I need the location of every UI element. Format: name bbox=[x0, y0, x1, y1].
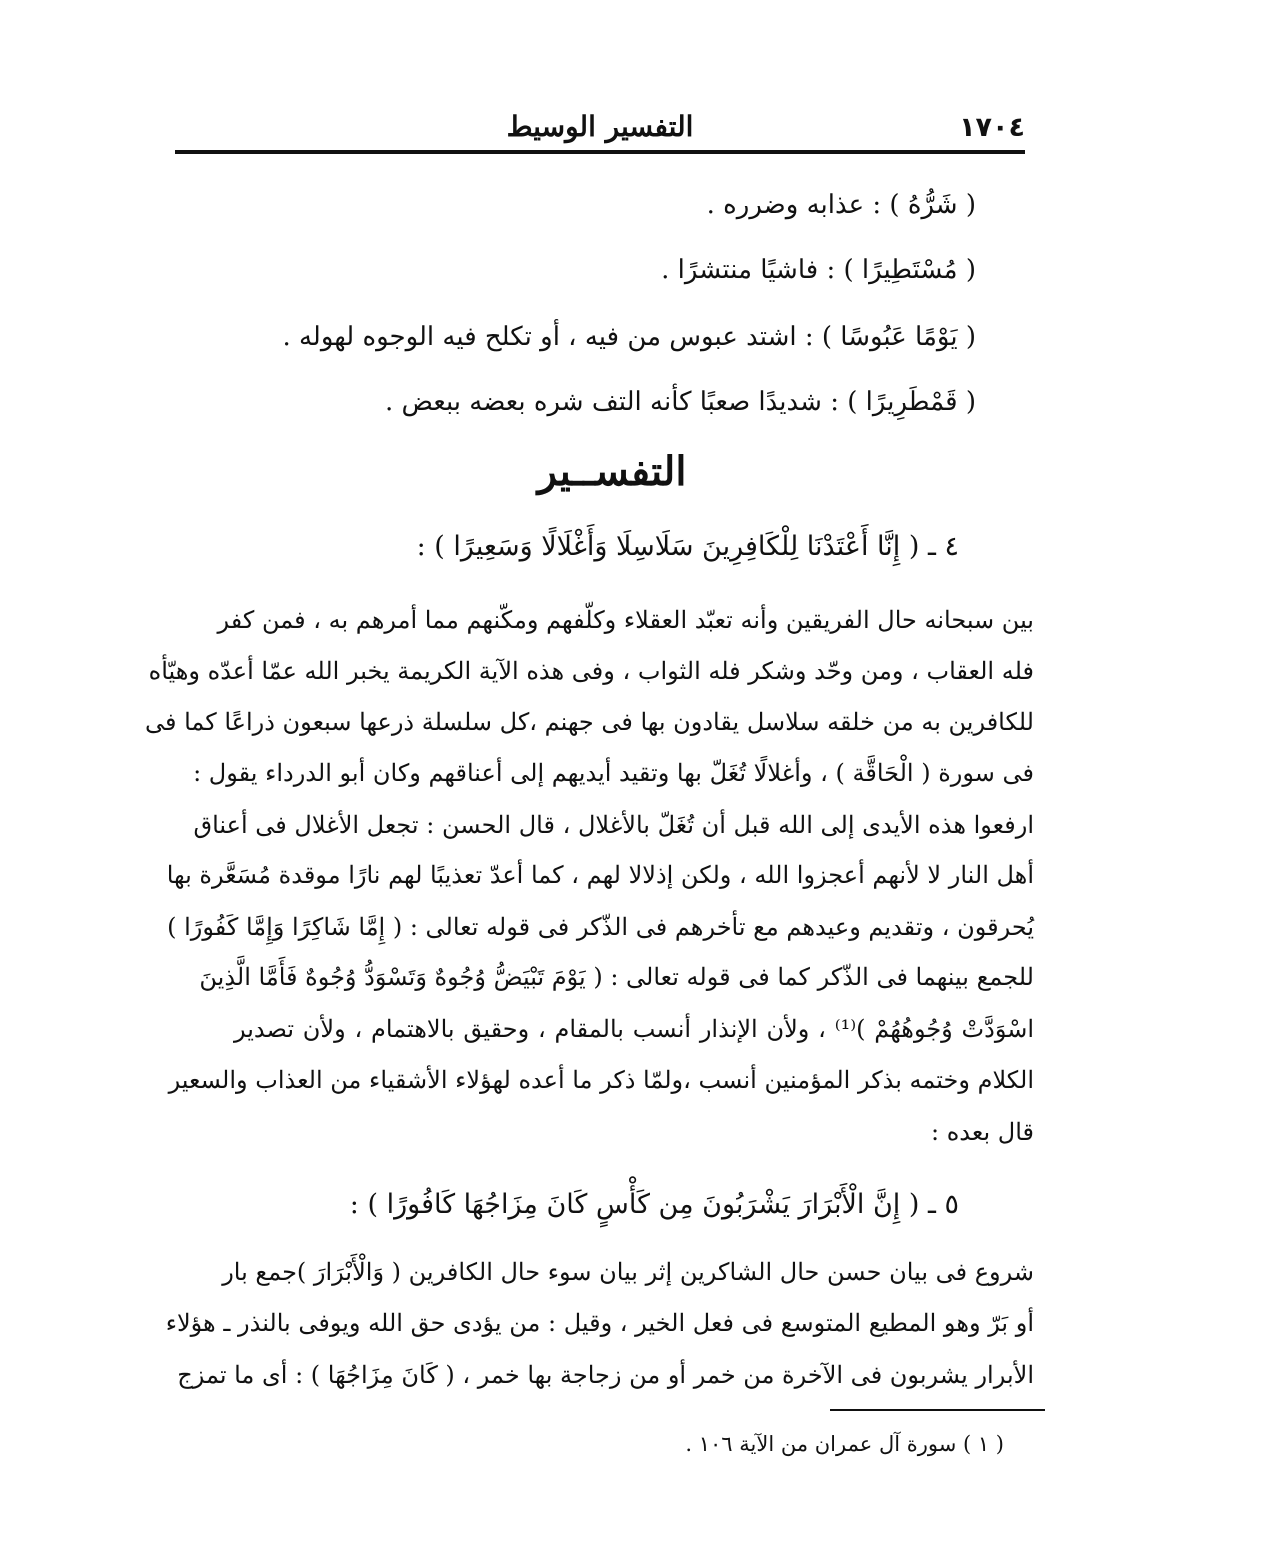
paragraph-1-line: الكلام وختمه بذكر المؤمنين أنسب ،ولمّا ذكر ما أعده لهؤلاء الأشقياء من العذاب والسعير bbox=[168, 1066, 1034, 1094]
paragraph-1-line: اسْوَدَّتْ وُجُوهُهُمْ )⁽¹⁾ ، ولأن الإنذار أنسب بالمقام ، وحقيق بالاهتمام ، ولأن تصدير bbox=[234, 1015, 1034, 1043]
header-rule bbox=[175, 150, 1025, 154]
page-number: ١٧٠٤ bbox=[959, 112, 1025, 143]
paragraph-1-line: بين سبحانه حال الفريقين وأنه تعبّد العقلاء وكلّفهم ومكّنهم مما أمرهم به ، فمن كفر bbox=[217, 606, 1034, 634]
paragraph-1-line: للكافرين به من خلقه سلاسل يقادون بها فى جهنم ،كل سلسلة ذرعها سبعون ذراعًا كما فى bbox=[145, 708, 1034, 736]
paragraph-1-line: قال بعده : bbox=[931, 1118, 1034, 1146]
vocab-entry: ( يَوْمًا عَبُوسًا ) : اشتد عبوس من فيه ، أو تكلح فيه الوجوه لهوله . bbox=[282, 322, 976, 352]
paragraph-1-line: فى سورة ( الْحَاقَّة ) ، وأغلالًا تُغَلّ بها وتقيد أيديهم إلى أعناقهم وكان أبو الدرداء يقول : bbox=[193, 759, 1034, 787]
paragraph-1-line: أهل النار لا لأنهم أعجزوا الله ، ولكن إذلالا لهم ، كما أعدّ تعذيبًا لهم نارًا موقدة مُسَعَّرة بها bbox=[166, 861, 1034, 889]
footnote: ( ١ ) سورة آل عمران من الآية ١٠٦ . bbox=[685, 1432, 1004, 1456]
page-header bbox=[175, 108, 1025, 148]
section-title: التفســير bbox=[537, 448, 687, 495]
verse-5: ٥ ـ ( إِنَّ الْأَبْرَارَ يَشْرَبُونَ مِن كَأْسٍ كَانَ مِزَاجُهَا كَافُورًا ) : bbox=[349, 1189, 959, 1220]
footnote-rule bbox=[830, 1409, 1045, 1411]
paragraph-2-line: الأبرار يشربون فى الآخرة من خمر أو من زجاجة بها خمر ، ( كَانَ مِزَاجُهَا ) : أى ما تمزج bbox=[177, 1361, 1034, 1389]
vocab-entry: ( قَمْطَرِيرًا ) : شديدًا صعبًا كأنه التف شره بعضه ببعض . bbox=[385, 387, 976, 417]
paragraph-1-line: للجمع بينهما فى الذّكر كما فى قوله تعالى : ( يَوْمَ تَبْيَضُّ وُجُوهٌ وَتَسْوَدُّ وُجُوهٌ فَأَمَّا الَّذِينَ bbox=[199, 963, 1034, 991]
paragraph-2-line: شروع فى بيان حسن حال الشاكرين إثر بيان سوء حال الكافرين ( وَالْأَبْرَارَ )جمع بار bbox=[222, 1258, 1034, 1286]
verse-4: ٤ ـ ( إِنَّا أَعْتَدْنَا لِلْكَافِرِينَ سَلَاسِلَا وَأَغْلَالًا وَسَعِيرًا ) : bbox=[416, 531, 959, 562]
vocab-entry: ( شَرُّهُ ) : عذابه وضرره . bbox=[706, 190, 976, 220]
paragraph-1-line: فله العقاب ، ومن وحّد وشكر فله الثواب ، وفى هذه الآية الكريمة يخبر الله عمّا أعدّه وهيّأه bbox=[148, 657, 1034, 685]
running-title: التفسير الوسيط bbox=[506, 110, 694, 143]
paragraph-1-line: ارفعوا هذه الأيدى إلى الله قبل أن تُغَلّ بالأغلال ، قال الحسن : تجعل الأغلال فى أعناق bbox=[193, 811, 1034, 839]
vocab-entry: ( مُسْتَطِيرًا ) : فاشيًا منتشرًا . bbox=[661, 255, 976, 285]
paragraph-2-line: أو بَرّ وهو المطيع المتوسع فى فعل الخير ، وقيل : من يؤدى حق الله ويوفى بالنذر ـ هؤلاء bbox=[165, 1309, 1034, 1337]
paragraph-1-line: يُحرقون ، وتقديم وعيدهم مع تأخرهم فى الذّكر فى قوله تعالى : ( إِمَّا شَاكِرًا وَإِمَّا كَفُورًا ) bbox=[167, 913, 1034, 941]
